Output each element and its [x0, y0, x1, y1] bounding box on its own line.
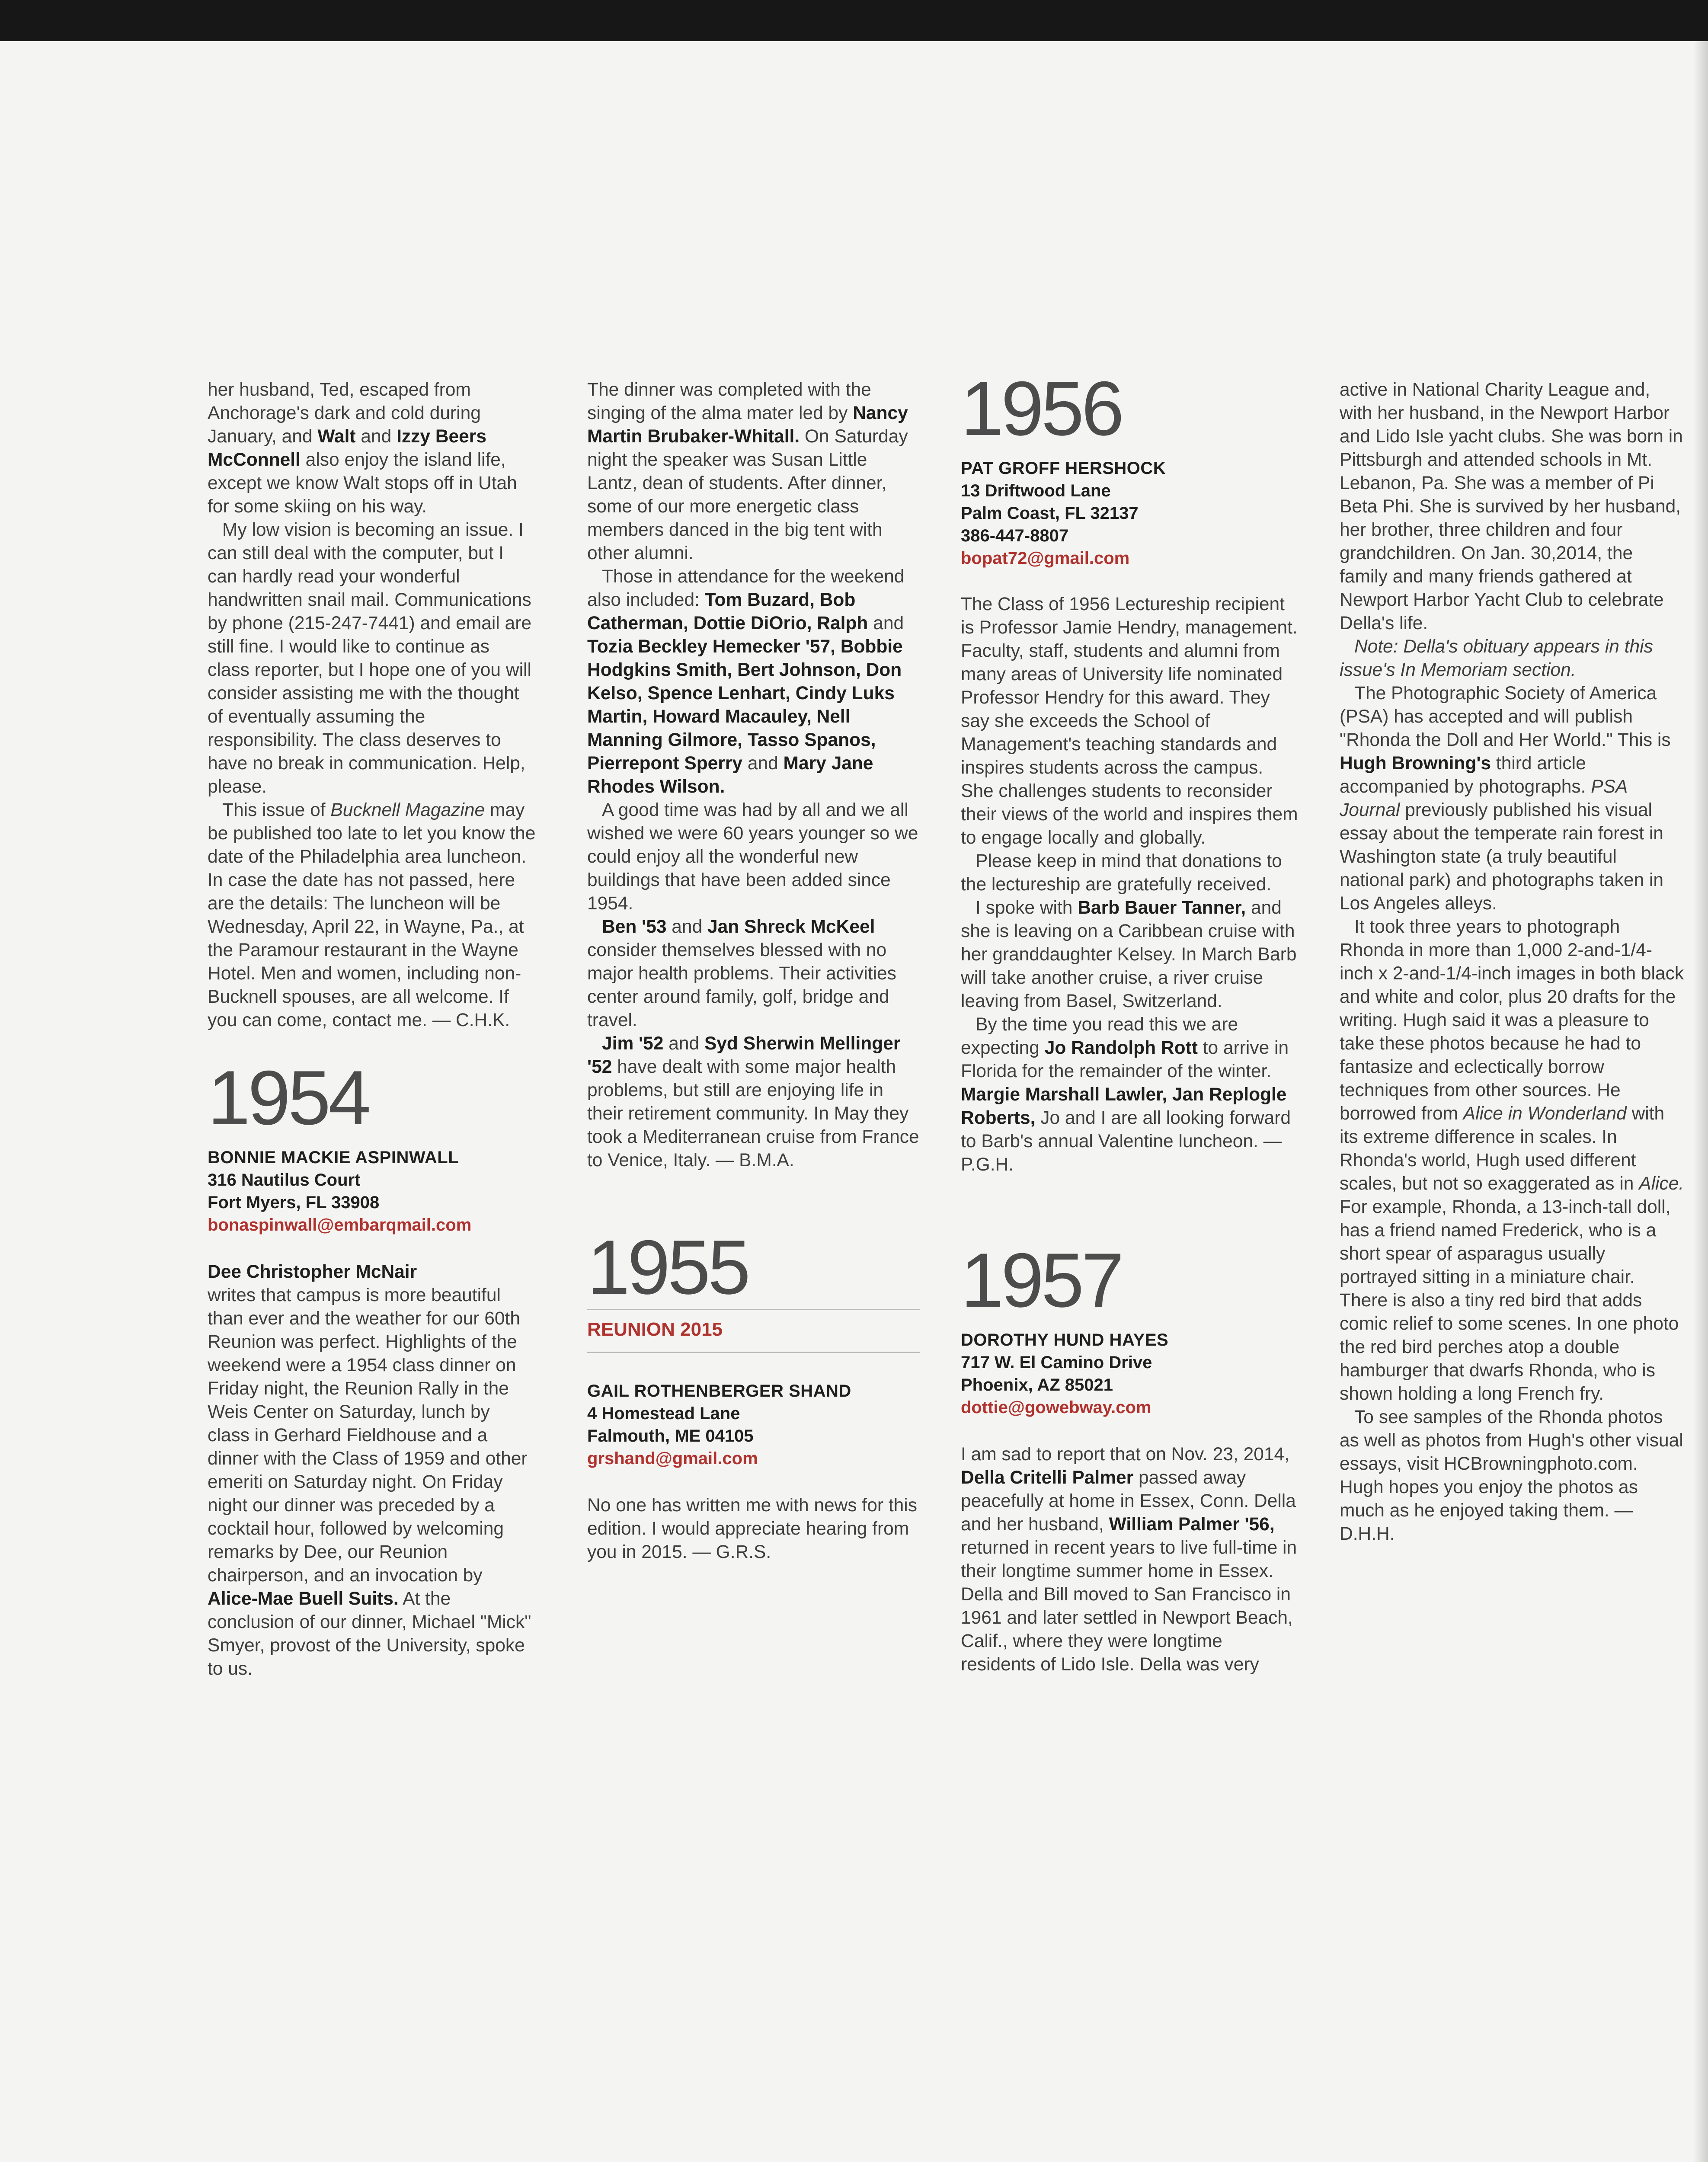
paragraph: My low vision is becoming an issue. I can still deal with the computer, but I can hardly read your wonderful handwritten snail mail. Communications by phone (215-247-7441) and email are still fine. I would like to continue as class reporter, but I hope one of you will consider assisting me with the thought of eventually assuming the responsibility. The class deserves to have no break in communication. Help, please.: [208, 520, 531, 797]
paragraph: This issue of Bucknell Magazine may be published too late to let you know the date of the Philadelphia area luncheon. In case the date has not passed, here are the details: The luncheon will be Wednesday, April 22, in Wayne, Pa., at the Paramour restaurant in the Wayne Hotel. Men and women, including non-Bucknell spouses, are all welcome. If you can come, contact me. — C.H.K.: [208, 800, 536, 1030]
paragraph: I spoke with Barb Bauer Tanner, and she is leaving on a Caribbean cruise with her granddaughter Kelsey. In March Barb will take another cruise, a river cruise leaving from Basel, Switzerland.: [961, 898, 1297, 1011]
reporter-email: dottie@gowebway.com: [961, 1398, 1151, 1417]
reporter-email: bopat72@gmail.com: [961, 549, 1130, 568]
class-year-heading: 1954: [208, 1055, 368, 1141]
magazine-page: [0, 41, 1708, 2162]
column-1: [208, 378, 536, 1681]
reporter-street: 717 W. El Camino Drive: [961, 1353, 1152, 1372]
paragraph: I am sad to report that on Nov. 23, 2014, Della Critelli Palmer passed away peacefully at home in Essex, Conn. Della and her husband, William Palmer '56, returned in recent years to live full-time in their longtime summer home in Essex. Della and Bill moved to San Francisco in 1961 and later settled in Newport Beach, Calif., where they were longtime residents of Lido Isle. Della was very: [961, 1444, 1297, 1675]
class-reporter-block: [208, 1146, 536, 1236]
paragraph: Those in attendance for the weekend also included: Tom Buzard, Bob Catherman, Dottie DiOrio, Ralph and Tozia Beckley Hemecker '57, Bobbie Hodgkins Smith, Bert Johnson, Don Kelso, Spence Lenhart, Cindy Luks Martin, Howard Macauley, Nell Manning Gilmore, Tasso Spanos, Pierrepont Sperry and Mary Jane Rhodes Wilson.: [587, 566, 905, 797]
reporter-phone: 386-447-8807: [961, 526, 1069, 545]
reporter-street: 316 Nautilus Court: [208, 1171, 361, 1190]
class-year-heading: 1955: [587, 1224, 748, 1310]
class-reporter-block: [961, 457, 1298, 569]
paragraph: To see samples of the Rhonda photos as well as photos from Hugh's other visual essays, visit HCBrowningphoto.com. Hugh hopes you enjoy the photos as much as he enjoyed taking them. — D.H.H.: [1340, 1407, 1683, 1544]
page-gutter-shadow: [1693, 41, 1708, 2162]
paragraph: Note: Della's obituary appears in this issue's In Memoriam section.: [1340, 636, 1653, 680]
reporter-name: PAT GROFF HERSHOCK: [961, 459, 1166, 478]
paragraph: active in National Charity League and, with her husband, in the Newport Harbor and Lido Isle yacht clubs. She was born in Pittsburgh and attended schools in Mt. Lebanon, Pa. She was a member of Pi Beta Phi. She is survived by her husband, her brother, three children and four grandchildren. On Jan. 30,2014, the family and many friends gathered at Newport Harbor Yacht Club to celebrate Della's life.: [1340, 380, 1683, 633]
reporter-email: grshand@gmail.com: [587, 1449, 758, 1468]
class-reporter-block: [587, 1380, 920, 1470]
reporter-street: 13 Driftwood Lane: [961, 481, 1111, 500]
paragraph: her husband, Ted, escaped from Anchorage's dark and cold during January, and Walt and Izzy Beers McConnell also enjoy the island life, except we know Walt stops off in Utah for some skiing on his way.: [208, 380, 517, 517]
class-year-heading: 1957: [961, 1237, 1122, 1323]
paragraph: Ben '53 and Jan Shreck McKeel consider themselves blessed with no major health problems. Their activities center around family, golf, bridge and travel.: [587, 917, 896, 1030]
reporter-city: Falmouth, ME 04105: [587, 1426, 754, 1446]
column-3: [961, 365, 1298, 1676]
paragraph: It took three years to photograph Rhonda in more than 1,000 2-and-1/4-inch x 2-and-1/4-inch images in both black and white and color, plus 20 drafts for the writing. Hugh said it was a pleasure to take these photos because he had to fantasize and eclectically borrow techniques from other sources. He borrowed from Alice in Wonderland with its extreme difference in scales. In Rhonda's world, Hugh used different scales, but not so exaggerated as in Alice. For example, Rhonda, a 13-inch-tall doll, has a friend named Frederick, who is a short spear of asparagus usually portrayed sitting in a miniature chair. There is also a tiny red bird that adds comic relief to some scenes. In one photo the red bird perches atop a double hamburger that dwarfs Rhonda, who is shown holding a long French fry.: [1340, 917, 1684, 1404]
paragraph: The Photographic Society of America (PSA) has accepted and will publish "Rhonda the Doll and Her World." This is Hugh Browning's third article accompanied by photographs. PSA Journal previously published his visual essay about the temperate rain forest in Washington state (a truly beautiful national park) and photographs taken in Los Angeles alleys.: [1340, 683, 1671, 914]
reporter-city: Palm Coast, FL 32137: [961, 504, 1139, 523]
reporter-city: Phoenix, AZ 85021: [961, 1375, 1113, 1394]
reporter-city: Fort Myers, FL 33908: [208, 1193, 380, 1212]
reporter-name: GAIL ROTHENBERGER SHAND: [587, 1382, 851, 1401]
reunion-banner: REUNION 2015: [587, 1309, 920, 1353]
paragraph: By the time you read this we are expecting Jo Randolph Rott to arrive in Florida for the remainder of the winter. Margie Marshall Lawler, Jan Replogle Roberts, Jo and I are all looking forward to Barb's annual Valentine luncheon. — P.G.H.: [961, 1014, 1291, 1175]
reporter-email: bonaspinwall@embarqmail.com: [208, 1215, 472, 1235]
paragraph: The dinner was completed with the singing of the alma mater led by Nancy Martin Brubaker-Whitall. On Saturday night the speaker was Susan Little Lantz, dean of students. After dinner, some of our more energetic class members danced in the big tent with other alumni.: [587, 380, 908, 563]
paragraph: The Class of 1956 Lectureship recipient is Professor Jamie Hendry, management. Faculty, staff, students and alumni from many areas of University life nominated Professor Hendry for this award. They say she exceeds the School of Management's teaching standards and inspires students across the campus. She challenges students to reconsider their views of the world and inspires them to engage locally and globally.: [961, 594, 1298, 848]
reporter-street: 4 Homestead Lane: [587, 1404, 740, 1423]
class-year-heading: 1956: [961, 365, 1122, 451]
paragraph: No one has written me with news for this edition. I would appreciate hearing from you in 2015. — G.R.S.: [587, 1495, 917, 1562]
column-2: [587, 378, 920, 1564]
paragraph: A good time was had by all and we all wished we were 60 years younger so we could enjoy all the wonderful new buildings that have been added since 1954.: [587, 800, 918, 914]
class-reporter-block: [961, 1329, 1298, 1419]
column-4: [1340, 378, 1686, 1546]
reporter-name: BONNIE MACKIE ASPINWALL: [208, 1148, 459, 1167]
paragraph: Jim '52 and Syd Sherwin Mellinger '52 have dealt with some major health problems, but still are enjoying life in their retirement community. In May they took a Mediterranean cruise from France to Venice, Italy. — B.M.A.: [587, 1033, 919, 1171]
reporter-name: DOROTHY HUND HAYES: [961, 1330, 1169, 1350]
paragraph: Dee Christopher McNair writes that campus is more beautiful than ever and the weather for our 60th Reunion was perfect. Highlights of the weekend were a 1954 class dinner on Friday night, the Reunion Rally in the Weis Center on Saturday, lunch by class in Gerhard Fieldhouse and a dinner with the Class of 1959 and other emeriti on Saturday night. On Friday night our dinner was preceded by a cocktail hour, followed by welcoming remarks by Dee, our Reunion chairperson, and an invocation by Alice-Mae Buell Suits. At the conclusion of our dinner, Michael "Mick" Smyer, provost of the University, spoke to us.: [208, 1262, 531, 1679]
paragraph: Please keep in mind that donations to the lectureship are gratefully received.: [961, 851, 1282, 895]
